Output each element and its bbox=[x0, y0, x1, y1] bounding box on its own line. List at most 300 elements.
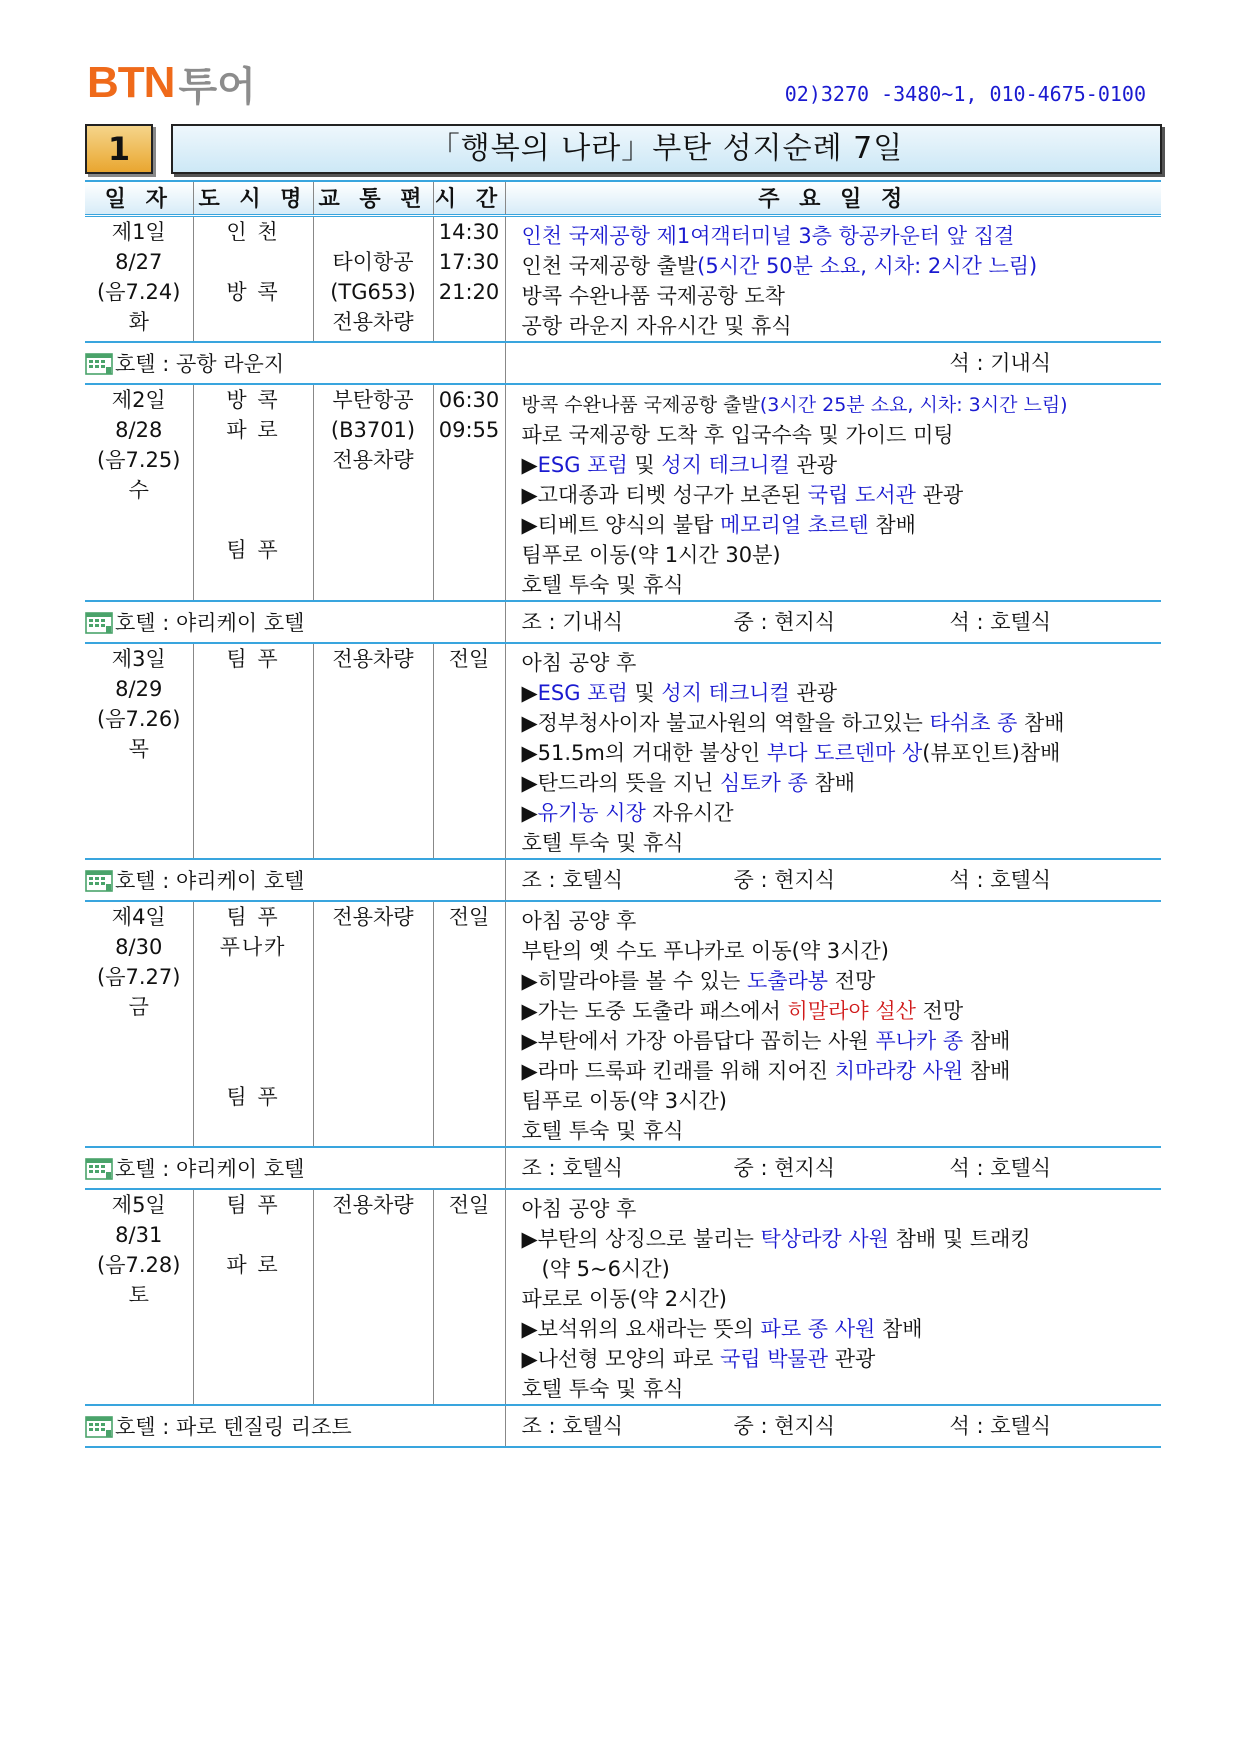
schedule-text: ▶나선형 모양의 파로 bbox=[521, 1347, 720, 1371]
transport-cell-line bbox=[314, 962, 433, 992]
time-cell bbox=[433, 901, 505, 1147]
transport-cell-line bbox=[314, 1250, 433, 1280]
day-cell-line: 토 bbox=[128, 1283, 149, 1307]
day-cell-line: (음7.28) bbox=[97, 1253, 181, 1277]
meal-dinner: 석 : 호텔식 bbox=[949, 1156, 1052, 1180]
schedule-text: 성지 테크니컬 bbox=[661, 681, 790, 705]
schedule-text: 국립 박물관 bbox=[719, 1347, 829, 1371]
hotel-row bbox=[85, 859, 1161, 901]
day-cell-line: 8/27 bbox=[115, 250, 163, 274]
schedule-text: 성지 테크니컬 bbox=[661, 453, 790, 477]
city-cell-line bbox=[194, 1052, 313, 1082]
schedule-line bbox=[522, 1026, 1162, 1056]
schedule-text: 참배 bbox=[963, 1029, 1011, 1053]
time-cell-line bbox=[434, 1022, 505, 1052]
meal-dinner: 석 : 기내식 bbox=[949, 351, 1052, 375]
transport-cell-line bbox=[314, 217, 433, 247]
city-cell-line bbox=[194, 962, 313, 992]
day-cell-line bbox=[85, 1052, 193, 1082]
city-cell-line bbox=[194, 824, 313, 854]
city-cell-line bbox=[194, 475, 313, 505]
city-cell bbox=[193, 643, 313, 859]
day-cell-line: 수 bbox=[128, 478, 149, 502]
col-header-city: 도 시 명 bbox=[193, 181, 313, 216]
schedule-line bbox=[522, 936, 1162, 966]
day-cell-line: (음7.27) bbox=[97, 965, 181, 989]
time-cell-line bbox=[434, 674, 505, 704]
schedule-text: 관광 bbox=[828, 1347, 876, 1371]
schedule-text: 파로로 이동(약 2시간) bbox=[521, 1287, 727, 1311]
time-cell-line bbox=[434, 1112, 505, 1142]
schedule-text: 공항 라운지 자유시간 및 휴식 bbox=[521, 314, 792, 338]
day-cell-line bbox=[85, 505, 193, 535]
day-cell-line bbox=[85, 1082, 193, 1112]
schedule-line bbox=[522, 1194, 1162, 1224]
day-cell-line: 제3일 bbox=[111, 647, 166, 671]
schedule-text: 관광 bbox=[915, 483, 964, 507]
hotel-cell bbox=[85, 342, 505, 384]
schedule-text: 푸나카 종 bbox=[875, 1029, 964, 1053]
transport-cell-line bbox=[314, 565, 433, 595]
meal-dinner: 석 : 호텔식 bbox=[949, 610, 1052, 634]
city-cell-line bbox=[194, 1370, 313, 1400]
meal-lunch: 중 : 현지식 bbox=[733, 868, 836, 892]
city-cell-line bbox=[194, 1340, 313, 1370]
city-cell-line: 인 천 bbox=[226, 220, 280, 244]
schedule-text: 참배 bbox=[963, 1059, 1011, 1083]
schedule-line bbox=[522, 450, 1162, 480]
meal-lunch: 중 : 현지식 bbox=[733, 1156, 836, 1180]
schedule-text: ▶ bbox=[521, 681, 538, 705]
time-cell-line bbox=[434, 1082, 505, 1112]
schedule-text: 치마라캉 사원 bbox=[834, 1059, 964, 1083]
schedule-text: 탁상라캉 사원 bbox=[760, 1227, 889, 1251]
city-cell-line: 방 콕 bbox=[226, 388, 280, 412]
schedule-text: 국립 도서관 bbox=[807, 483, 916, 507]
meal-dinner: 석 : 호텔식 bbox=[949, 868, 1052, 892]
schedule-text: 관광 bbox=[789, 681, 838, 705]
meals-cell bbox=[505, 342, 1161, 384]
schedule-line bbox=[522, 311, 1162, 341]
city-cell-line: 팀 푸 bbox=[226, 647, 280, 671]
schedule-text: ▶51.5m의 거대한 불상인 bbox=[521, 741, 767, 765]
day-cell-line bbox=[85, 1310, 193, 1340]
day-cell-line bbox=[85, 1340, 193, 1370]
day-cell-line bbox=[85, 764, 193, 794]
schedule-line bbox=[522, 1284, 1162, 1314]
day-cell bbox=[85, 643, 193, 859]
transport-cell-line bbox=[314, 1112, 433, 1142]
day-cell-line: 목 bbox=[128, 737, 149, 761]
schedule-text: 부탄의 옛 수도 푸나카로 이동(약 3시간) bbox=[521, 939, 889, 963]
meal-breakfast: 조 : 호텔식 bbox=[521, 1414, 624, 1438]
schedule-text: 자유시간 bbox=[645, 801, 734, 825]
schedule-text: 유기농 시장 bbox=[537, 801, 646, 825]
transport-cell bbox=[313, 643, 433, 859]
day-cell-line: 금 bbox=[128, 995, 149, 1019]
schedule-text: ▶탄드라의 뜻을 지닌 bbox=[521, 771, 720, 795]
hotel-text: 호텔 : 야리케이 호텔 bbox=[115, 869, 305, 893]
hotel-text: 호텔 : 야리케이 호텔 bbox=[115, 1157, 305, 1181]
transport-cell-line bbox=[314, 932, 433, 962]
meals-cell bbox=[505, 1147, 1161, 1189]
time-cell-line bbox=[434, 1370, 505, 1400]
time-cell-line: 17:30 bbox=[438, 250, 500, 274]
transport-cell-line bbox=[314, 505, 433, 535]
schedule-text: ▶ bbox=[521, 453, 538, 477]
transport-cell-line bbox=[314, 824, 433, 854]
meal-breakfast: 조 : 호텔식 bbox=[521, 868, 624, 892]
transport-cell-line bbox=[314, 1340, 433, 1370]
city-cell bbox=[193, 216, 313, 343]
city-cell-line: 파 로 bbox=[226, 1253, 280, 1277]
transport-cell-line bbox=[314, 475, 433, 505]
day-cell-line bbox=[85, 1370, 193, 1400]
city-cell bbox=[193, 901, 313, 1147]
schedule-text: ESG 포럼 bbox=[537, 453, 628, 477]
time-cell-line bbox=[434, 1052, 505, 1082]
schedule-line bbox=[522, 1116, 1162, 1146]
hotel-name bbox=[85, 607, 505, 637]
transport-cell-line bbox=[314, 734, 433, 764]
day-cell-line: (음7.26) bbox=[97, 707, 181, 731]
city-cell-line bbox=[194, 307, 313, 337]
schedule-line bbox=[522, 480, 1162, 510]
schedule-text: 아침 공양 후 bbox=[521, 909, 637, 933]
schedule-line bbox=[522, 510, 1162, 540]
schedule-text: 참배 bbox=[875, 1317, 923, 1341]
day-cell-line: 8/29 bbox=[115, 677, 163, 701]
time-cell-line: 14:30 bbox=[438, 220, 500, 244]
schedule-text: 전망 bbox=[828, 969, 876, 993]
meals-cell bbox=[505, 859, 1161, 901]
time-cell-line bbox=[434, 505, 505, 535]
schedule-text: ▶정부청사이자 불교사원의 역할을 하고있는 bbox=[521, 711, 930, 735]
day-cell-line: 화 bbox=[128, 310, 149, 334]
schedule-line bbox=[522, 1344, 1162, 1374]
schedule-line bbox=[522, 996, 1162, 1026]
day-cell-line bbox=[85, 1112, 193, 1142]
day-row bbox=[85, 216, 1161, 343]
meals bbox=[506, 1148, 1162, 1188]
time-cell-line bbox=[434, 824, 505, 854]
schedule-text: 참배 및 트래킹 bbox=[888, 1227, 1031, 1251]
schedule-text: 팀푸로 이동(약 3시간) bbox=[521, 1089, 727, 1113]
day-row bbox=[85, 384, 1161, 601]
day-cell-line bbox=[85, 1022, 193, 1052]
schedule-cell bbox=[505, 216, 1161, 343]
schedule-text: 호텔 투숙 및 휴식 bbox=[521, 831, 684, 855]
schedule-cell bbox=[505, 384, 1161, 601]
time-cell-line bbox=[434, 1280, 505, 1310]
schedule-text: ▶고대종과 티벳 성구가 보존된 bbox=[521, 483, 808, 507]
time-cell bbox=[433, 1189, 505, 1405]
schedule-line bbox=[522, 251, 1162, 281]
schedule-text: ▶가는 도중 도출라 패스에서 bbox=[521, 999, 788, 1023]
time-cell-line bbox=[434, 764, 505, 794]
logo-suffix: 투어 bbox=[178, 63, 256, 110]
city-cell-line bbox=[194, 992, 313, 1022]
schedule-text: 참배 bbox=[868, 513, 916, 537]
hotel-cell bbox=[85, 859, 505, 901]
time-cell-line bbox=[434, 734, 505, 764]
schedule-line bbox=[522, 221, 1162, 251]
meals bbox=[506, 343, 1162, 383]
schedule-line bbox=[522, 1224, 1162, 1254]
schedule-line bbox=[522, 708, 1162, 738]
time-cell-line bbox=[434, 307, 505, 337]
schedule-text: ▶ bbox=[521, 801, 538, 825]
schedule-line bbox=[522, 1314, 1162, 1344]
schedule-text: 파로 국제공항 도착 후 입국수속 및 가이드 미팅 bbox=[521, 423, 954, 447]
schedule-line bbox=[522, 1086, 1162, 1116]
transport-cell-line bbox=[314, 674, 433, 704]
city-cell-line bbox=[194, 565, 313, 595]
city-cell bbox=[193, 384, 313, 601]
schedule-text: ▶부탄에서 가장 아름답다 꼽히는 사원 bbox=[521, 1029, 876, 1053]
schedule-line bbox=[522, 738, 1162, 768]
time-cell-line bbox=[434, 992, 505, 1022]
city-cell-line bbox=[194, 1220, 313, 1250]
day-row bbox=[85, 901, 1161, 1147]
schedule-text: 히말라야 설산 bbox=[787, 999, 916, 1023]
col-header-time: 시 간 bbox=[433, 181, 505, 216]
time-cell-line bbox=[434, 565, 505, 595]
city-cell-line bbox=[194, 734, 313, 764]
time-cell-line bbox=[434, 475, 505, 505]
hotel-row bbox=[85, 1147, 1161, 1189]
meals-cell bbox=[505, 601, 1161, 643]
schedule-text: 및 bbox=[627, 453, 662, 477]
schedule-text: 팀푸로 이동(약 1시간 30분) bbox=[521, 543, 781, 567]
hotel-cell bbox=[85, 601, 505, 643]
schedule-line bbox=[522, 1056, 1162, 1086]
time-cell bbox=[433, 216, 505, 343]
day-cell-line: 8/31 bbox=[115, 1223, 163, 1247]
day-row bbox=[85, 643, 1161, 859]
day-cell-line: (음7.25) bbox=[97, 448, 181, 472]
schedule-line bbox=[522, 768, 1162, 798]
transport-cell-line bbox=[314, 992, 433, 1022]
itinerary-number: 1 bbox=[85, 124, 153, 174]
building-icon bbox=[85, 351, 113, 375]
meals bbox=[506, 602, 1162, 642]
time-cell-line: 전일 bbox=[448, 1193, 490, 1217]
schedule-line bbox=[522, 906, 1162, 936]
schedule-text: 호텔 투숙 및 휴식 bbox=[521, 573, 684, 597]
transport-cell-line bbox=[314, 1082, 433, 1112]
city-cell-line: 팀 푸 bbox=[226, 905, 280, 929]
city-cell-line bbox=[194, 674, 313, 704]
schedule-text: ▶보석위의 요새라는 뜻의 bbox=[521, 1317, 761, 1341]
schedule-text: 방콕 수완나품 국제공항 도착 bbox=[521, 284, 785, 308]
transport-cell-line bbox=[314, 1220, 433, 1250]
building-icon bbox=[85, 1156, 113, 1180]
schedule-text: 전망 bbox=[915, 999, 964, 1023]
schedule-line bbox=[522, 1374, 1162, 1404]
city-cell-line: 팀 푸 bbox=[226, 1193, 280, 1217]
day-cell-line: 제1일 bbox=[111, 220, 166, 244]
hotel-text: 호텔 : 공항 라운지 bbox=[115, 352, 285, 376]
hotel-name bbox=[85, 1153, 505, 1183]
day-cell-line bbox=[85, 824, 193, 854]
contact-phone: 02)3270 -3480~1, 010-4675-0100 bbox=[784, 82, 1146, 106]
schedule-text: 아침 공양 후 bbox=[521, 1197, 637, 1221]
time-cell-line bbox=[434, 1250, 505, 1280]
city-cell-line bbox=[194, 764, 313, 794]
transport-cell-line: 타이항공 bbox=[332, 250, 414, 274]
city-cell-line: 파 로 bbox=[226, 418, 280, 442]
schedule-line bbox=[522, 798, 1162, 828]
city-cell-line bbox=[194, 704, 313, 734]
day-cell bbox=[85, 901, 193, 1147]
time-cell-line: 06:30 bbox=[438, 388, 500, 412]
title-row bbox=[85, 124, 1163, 172]
schedule-text: (약 5~6시간) bbox=[521, 1257, 670, 1281]
day-row bbox=[85, 1189, 1161, 1405]
hotel-cell bbox=[85, 1405, 505, 1447]
schedule-line bbox=[522, 420, 1162, 450]
logo-brand: BTN bbox=[87, 58, 175, 107]
schedule-text: 참배 bbox=[807, 771, 856, 795]
day-cell-line bbox=[85, 535, 193, 565]
schedule-text: ESG 포럼 bbox=[537, 681, 628, 705]
hotel-name bbox=[85, 1411, 505, 1441]
schedule-text: 및 bbox=[627, 681, 662, 705]
city-cell-line bbox=[194, 247, 313, 277]
transport-cell-line bbox=[314, 1022, 433, 1052]
hotel-row bbox=[85, 601, 1161, 643]
time-cell-line: 전일 bbox=[448, 905, 490, 929]
schedule-line bbox=[522, 828, 1162, 858]
day-cell-line bbox=[85, 565, 193, 595]
hotel-text: 호텔 : 야리케이 호텔 bbox=[115, 611, 305, 635]
meals-cell bbox=[505, 1405, 1161, 1447]
time-cell-line bbox=[434, 445, 505, 475]
transport-cell bbox=[313, 384, 433, 601]
schedule-text: ▶히말라야를 볼 수 있는 bbox=[521, 969, 747, 993]
col-header-date: 일 자 bbox=[85, 181, 193, 216]
day-cell-line: 8/30 bbox=[115, 935, 163, 959]
building-icon bbox=[85, 1414, 113, 1438]
time-cell-line bbox=[434, 535, 505, 565]
transport-cell-line bbox=[314, 1280, 433, 1310]
schedule-text: 인천 국제공항 출발 bbox=[521, 254, 698, 278]
table-header bbox=[85, 181, 1161, 216]
hotel-text: 호텔 : 파로 텐질링 리조트 bbox=[115, 1415, 352, 1439]
hotel-name bbox=[85, 348, 505, 378]
schedule-cell bbox=[505, 901, 1161, 1147]
time-cell-line: 09:55 bbox=[438, 418, 500, 442]
time-cell-line: 전일 bbox=[448, 647, 490, 671]
transport-cell-line bbox=[314, 764, 433, 794]
day-cell-line: 8/28 bbox=[115, 418, 163, 442]
schedule-text: 호텔 투숙 및 휴식 bbox=[521, 1377, 684, 1401]
time-cell-line bbox=[434, 1220, 505, 1250]
city-cell-line bbox=[194, 1022, 313, 1052]
col-header-transport: 교 통 편 bbox=[313, 181, 433, 216]
city-cell-line bbox=[194, 445, 313, 475]
hotel-cell bbox=[85, 1147, 505, 1189]
day-cell-line: 제4일 bbox=[111, 905, 166, 929]
schedule-line bbox=[522, 648, 1162, 678]
transport-cell-line: 전용차량 bbox=[332, 647, 414, 671]
city-cell bbox=[193, 1189, 313, 1405]
schedule-text: ▶티베트 양식의 불탑 bbox=[521, 513, 720, 537]
schedule-cell bbox=[505, 1189, 1161, 1405]
transport-cell-line: 전용차량 bbox=[332, 905, 414, 929]
schedule-line bbox=[522, 1254, 1162, 1284]
hotel-name bbox=[85, 865, 505, 895]
schedule-text: (3시간 25분 소요, 시차: 3시간 느림) bbox=[759, 394, 1068, 416]
city-cell-line: 푸나카 bbox=[219, 935, 287, 959]
transport-cell bbox=[313, 1189, 433, 1405]
transport-cell-line bbox=[314, 794, 433, 824]
hotel-row bbox=[85, 342, 1161, 384]
time-cell-line bbox=[434, 704, 505, 734]
schedule-text: 심토카 종 bbox=[719, 771, 808, 795]
hotel-row bbox=[85, 1405, 1161, 1447]
transport-cell-line bbox=[314, 535, 433, 565]
transport-cell-line: 전용차량 bbox=[332, 310, 414, 334]
meal-lunch: 중 : 현지식 bbox=[733, 1414, 836, 1438]
city-cell-line: 팀 푸 bbox=[226, 538, 280, 562]
schedule-text: 아침 공양 후 bbox=[521, 651, 637, 675]
schedule-text: 파로 종 사원 bbox=[760, 1317, 876, 1341]
city-cell-line: 방 콕 bbox=[226, 280, 280, 304]
time-cell-line: 21:20 bbox=[438, 280, 500, 304]
day-cell bbox=[85, 1189, 193, 1405]
schedule-table bbox=[85, 180, 1161, 1448]
schedule-text: 방콕 수완나품 국제공항 출발 bbox=[521, 394, 760, 416]
time-cell-line bbox=[434, 1340, 505, 1370]
time-cell bbox=[433, 643, 505, 859]
city-cell-line bbox=[194, 1280, 313, 1310]
schedule-line bbox=[522, 570, 1162, 600]
transport-cell-line bbox=[314, 1370, 433, 1400]
transport-cell-line bbox=[314, 1052, 433, 1082]
time-cell-line bbox=[434, 1310, 505, 1340]
city-cell-line bbox=[194, 1310, 313, 1340]
col-header-schedule: 주 요 일 정 bbox=[505, 181, 1161, 216]
brand-logo bbox=[87, 58, 256, 108]
city-cell-line: 팀 푸 bbox=[226, 1085, 280, 1109]
schedule-text: 인천 국제공항 제1여객터미널 3층 항공카운터 앞 집결 bbox=[521, 224, 1015, 248]
time-cell-line bbox=[434, 932, 505, 962]
day-cell bbox=[85, 216, 193, 343]
transport-cell-line: 전용차량 bbox=[332, 1193, 414, 1217]
schedule-text: 부다 도르덴마 상 bbox=[766, 741, 923, 765]
schedule-cell bbox=[505, 643, 1161, 859]
day-cell bbox=[85, 384, 193, 601]
schedule-line bbox=[522, 966, 1162, 996]
schedule-text: (뷰포인트)참배 bbox=[922, 741, 1061, 765]
schedule-text: ▶부탄의 상징으로 불리는 bbox=[521, 1227, 761, 1251]
schedule-text: 관광 bbox=[789, 453, 838, 477]
city-cell-line bbox=[194, 505, 313, 535]
schedule-line bbox=[522, 281, 1162, 311]
meal-breakfast: 조 : 기내식 bbox=[521, 610, 624, 634]
transport-cell-line: 전용차량 bbox=[332, 448, 414, 472]
schedule-text: 참배 bbox=[1017, 711, 1065, 735]
schedule-text: (5시간 50분 소요, 시차: 2시간 느림) bbox=[697, 254, 1038, 278]
meal-breakfast: 조 : 호텔식 bbox=[521, 1156, 624, 1180]
schedule-text: 호텔 투숙 및 휴식 bbox=[521, 1119, 684, 1143]
schedule-line bbox=[522, 678, 1162, 708]
transport-cell-line bbox=[314, 1310, 433, 1340]
day-cell-line: 제5일 bbox=[111, 1193, 166, 1217]
meal-dinner: 석 : 호텔식 bbox=[949, 1414, 1052, 1438]
